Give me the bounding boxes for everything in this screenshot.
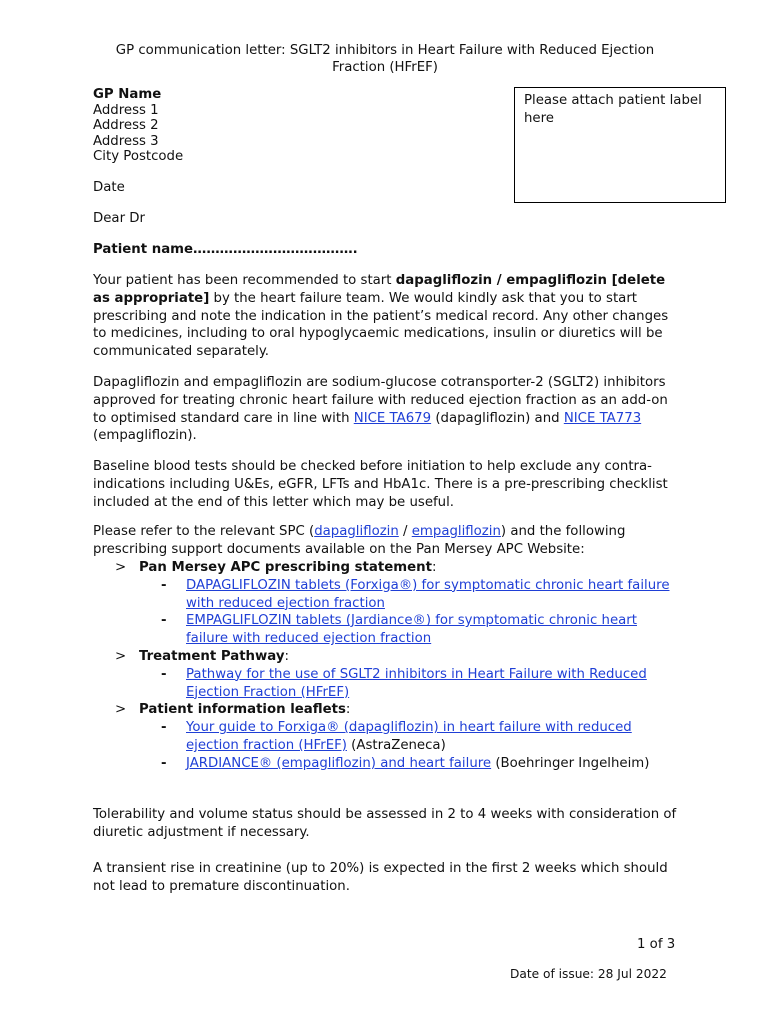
list-bullet: >: [115, 648, 127, 664]
leaflet-publisher: (Boehringer Ingelheim): [491, 755, 650, 771]
letter-title-line-1: GP communication letter: SGLT2 inhibitors in Heart Failure with Reduced Ejection: [115, 43, 655, 58]
city-postcode: City Postcode: [93, 149, 184, 165]
salutation: Dear Dr: [93, 211, 145, 226]
spc-text-1: Please refer to the relevant SPC (: [93, 524, 315, 539]
date-label: Date: [93, 180, 125, 195]
drug-choice-bold: dapagliflozin / empagliflozin [delete as appropriate]: [93, 273, 666, 306]
list-dash: -: [161, 720, 167, 736]
address-line-2: Address 2: [93, 118, 159, 134]
list-item: [93, 755, 693, 773]
page-number: 1 of 3: [637, 937, 676, 952]
section-colon: :: [345, 702, 351, 718]
address-line-3: Address 3: [93, 133, 159, 149]
dapagliflozin-spc-link[interactable]: dapagliflozin: [314, 524, 399, 539]
patient-label-instruction: Please attach patient label here: [524, 93, 702, 126]
spc-paragraph: [93, 523, 683, 559]
leaflet-publisher: (AstraZeneca): [346, 737, 446, 753]
intro-text-2: by the heart failure team. We would kindly ask that you to start prescribing and note the indication in the patient’s medical record. Any other changes to medicines, including to oral hypoglycaemic medications, insulin or diuretics will be communicated separately.: [93, 290, 669, 360]
baseline-tests-paragraph: Baseline blood tests should be checked before initiation to help exclude any contra-indications including U&Es, eGFR, LFTs and HbA1c. There is a pre-prescribing checklist included at the end of this letter which may be useful.: [93, 459, 668, 510]
section-colon: :: [431, 560, 437, 575]
recipient-address: [93, 87, 183, 165]
dapagliflozin-statement-link[interactable]: DAPAGLIFLOZIN tablets (Forxiga®) for symptomatic chronic heart failure with reduced ejection fraction: [186, 577, 670, 611]
intro-text-1: Your patient has been recommended to start: [93, 273, 396, 288]
empagliflozin-statement-link[interactable]: EMPAGLIFLOZIN tablets (Jardiance®) for symptomatic chronic heart failure with reduced ejection fraction: [186, 613, 637, 647]
list-item: [93, 666, 693, 702]
list-dash: -: [161, 613, 167, 629]
indication-text-1: Dapagliflozin and empagliflozin are sodium-glucose cotransporter-2 (SGLT2) inhibitors approved for treating chronic heart failure with reduced ejection fraction as an add-on to optimised standard care in line with: [93, 375, 668, 426]
list-dash: -: [161, 577, 167, 593]
date-of-issue: Date of issue: 28 Jul 2022: [510, 967, 667, 981]
list-dash: -: [161, 666, 167, 682]
section-title: Pan Mersey APC prescribing statement: [139, 560, 432, 575]
section-colon: :: [284, 648, 290, 664]
patient-name-field: Patient name……………………………….: [93, 242, 358, 257]
section-title: Patient information leaflets: [139, 702, 346, 718]
spc-text-3: ) and the following prescribing support documents available on the Pan Mersey APC Website:: [93, 524, 626, 557]
tolerability-paragraph: Tolerability and volume status should be assessed in 2 to 4 weeks with consideration of diuretic adjustment if necessary.: [93, 807, 677, 840]
list-section-prescribing-statement: [93, 559, 693, 577]
indication-paragraph: [93, 374, 683, 445]
list-dash: -: [161, 755, 167, 771]
indication-text-3: (empagliflozin).: [93, 428, 197, 444]
creatinine-paragraph: A transient rise in creatinine (up to 20%) is expected in the first 2 weeks which should not lead to premature discontinuation.: [93, 861, 668, 894]
letter-title: [60, 42, 710, 76]
list-bullet: >: [115, 702, 127, 718]
resources-list: [93, 559, 693, 773]
list-bullet: >: [115, 560, 127, 575]
nice-ta773-link[interactable]: NICE TA773: [563, 410, 642, 426]
spc-text-2: /: [398, 524, 412, 539]
list-item: [93, 577, 693, 613]
patient-label-box: [514, 87, 726, 203]
letter-title-line-2: Fraction (HFrEF): [332, 60, 438, 75]
indication-text-2: (dapagliflozin) and: [431, 410, 564, 426]
intro-paragraph: [93, 272, 683, 361]
list-item: [93, 612, 693, 648]
empagliflozin-spc-link[interactable]: empagliflozin: [411, 524, 501, 539]
list-section-patient-leaflets: [93, 701, 693, 719]
list-item: [93, 719, 693, 755]
gp-name: GP Name: [93, 87, 162, 102]
sglt2-pathway-link[interactable]: Pathway for the use of SGLT2 inhibitors in Heart Failure with Reduced Ejection Fraction (HFrEF): [186, 666, 647, 700]
list-section-treatment-pathway: [93, 648, 693, 666]
address-line-1: Address 1: [93, 102, 159, 118]
nice-ta679-link[interactable]: NICE TA679: [353, 410, 432, 426]
jardiance-leaflet-link[interactable]: JARDIANCE® (empagliflozin) and heart failure: [186, 755, 492, 771]
forxiga-leaflet-link[interactable]: Your guide to Forxiga® (dapagliflozin) in heart failure with reduced ejection fraction (HFrEF): [186, 720, 632, 753]
section-title: Treatment Pathway: [139, 648, 285, 664]
